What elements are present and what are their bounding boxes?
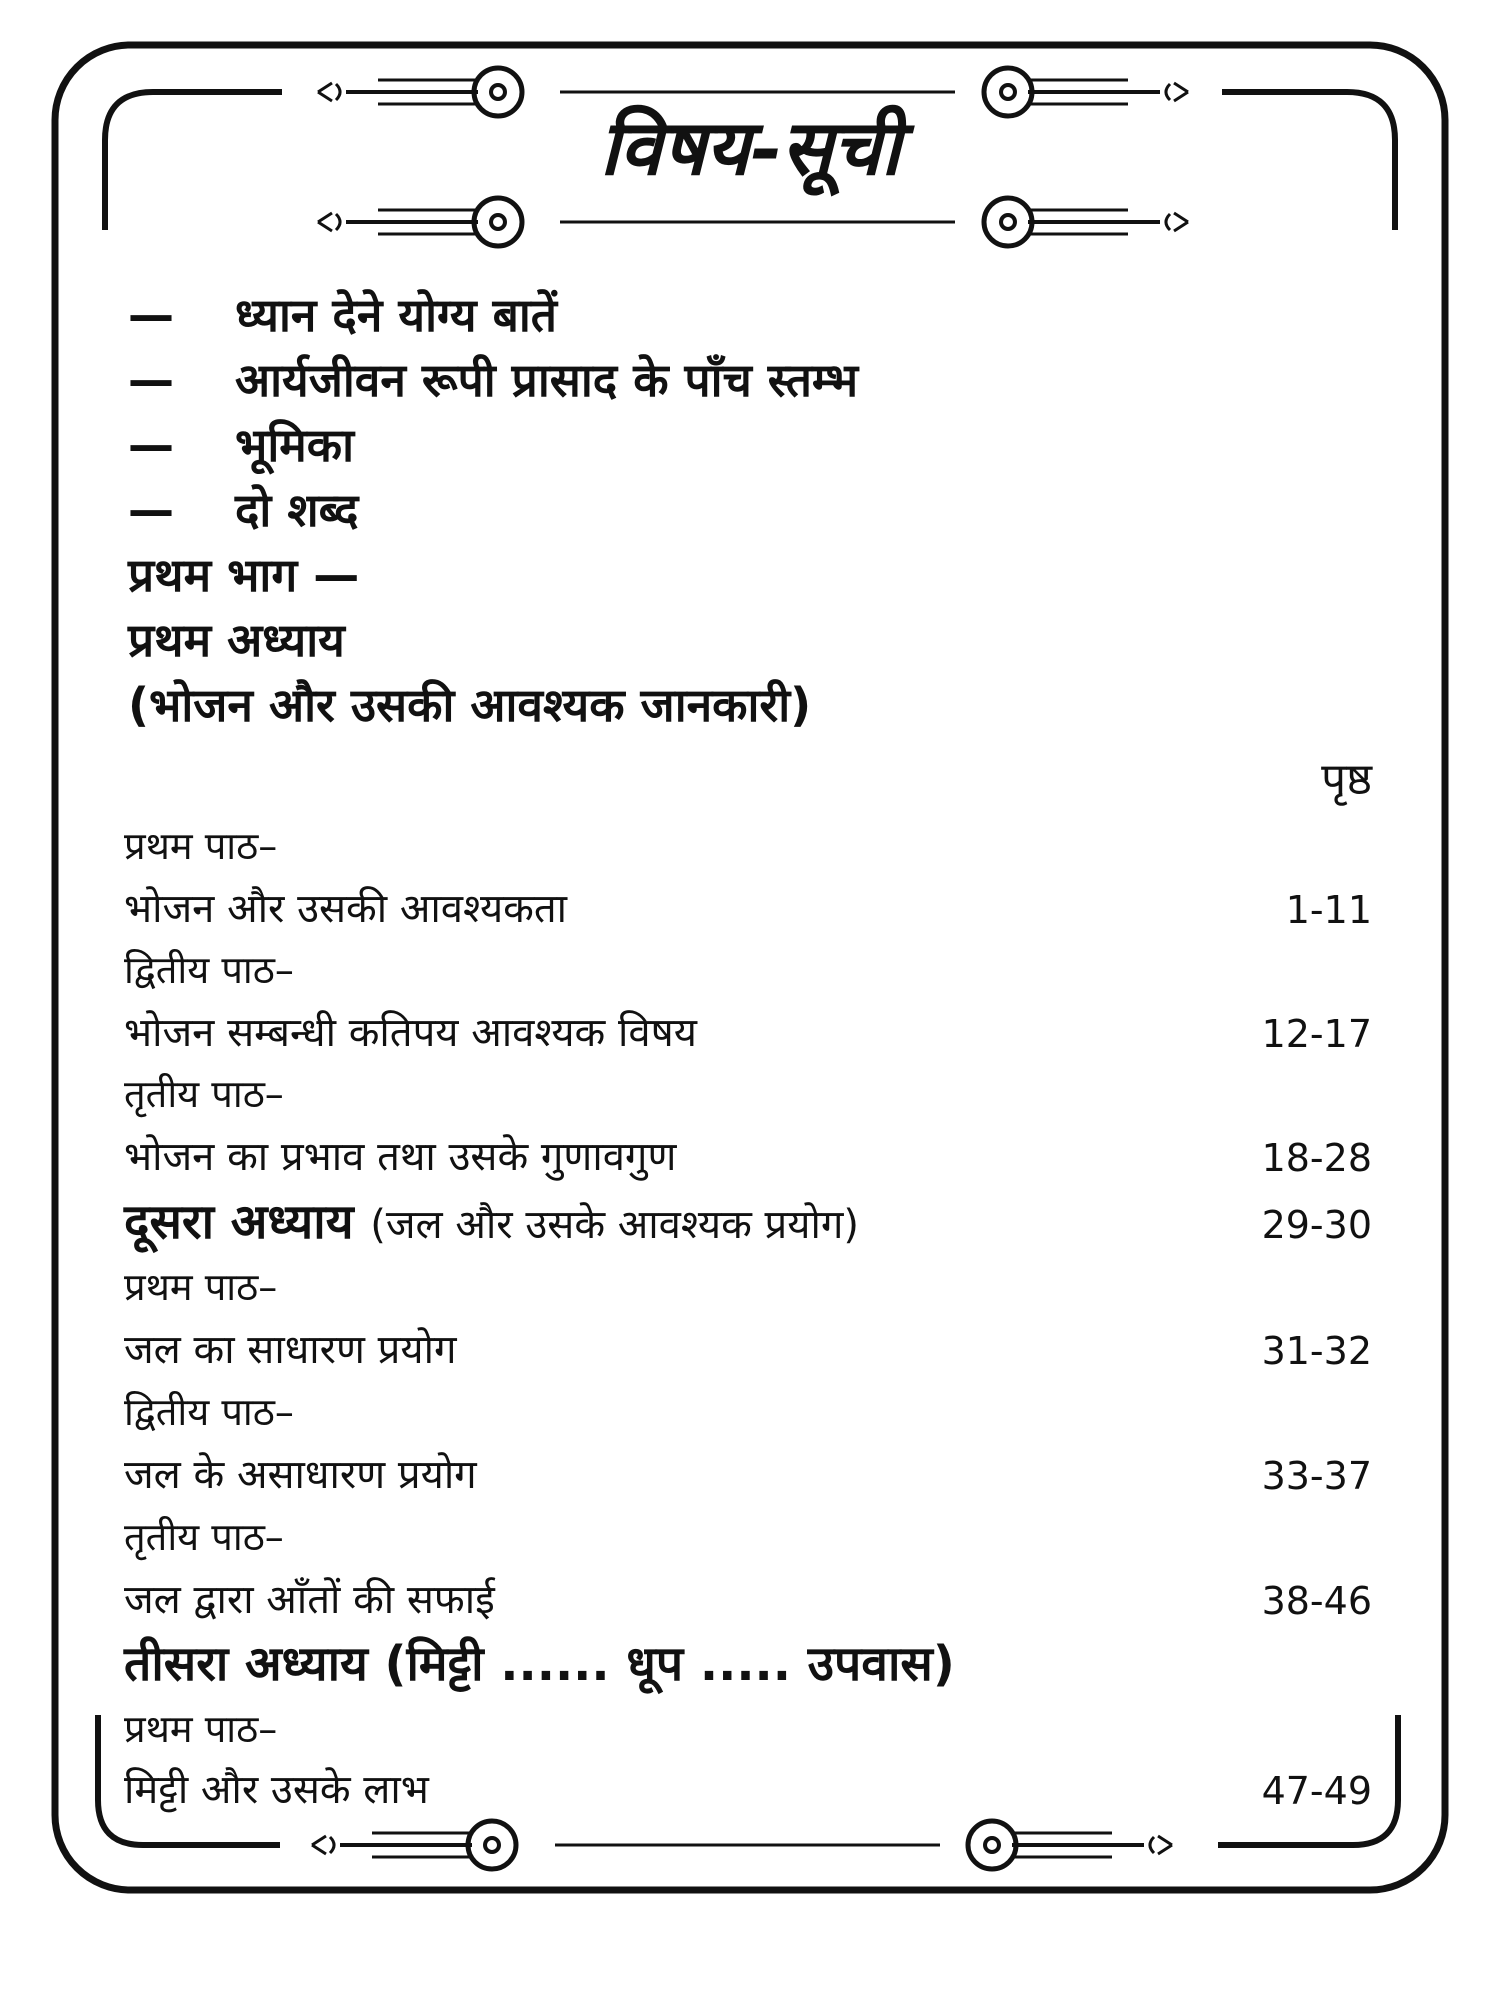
page-range: 12-17	[1261, 1012, 1372, 1056]
ornament-key-icon	[984, 198, 1188, 246]
lesson-label: प्रथम पाठ–	[124, 1707, 278, 1751]
chapter-heading	[124, 1194, 859, 1250]
lesson-title: भोजन का प्रभाव तथा उसके गुणावगुण	[124, 1134, 677, 1180]
ornament-key-icon	[968, 1821, 1172, 1869]
lesson-title: जल का साधारण प्रयोग	[124, 1327, 457, 1373]
lesson-label: प्रथम पाठ–	[124, 1265, 278, 1309]
ornament-key-icon	[312, 1821, 516, 1869]
intro-item: भूमिका	[235, 418, 355, 472]
page-range: 38-46	[1261, 1579, 1372, 1623]
page-range: 1-11	[1285, 888, 1372, 932]
lesson-title: जल द्वारा आँतों की सफाई	[124, 1577, 495, 1623]
lesson-label: तृतीय पाठ–	[124, 1515, 284, 1559]
lesson-title: मिट्टी और उसके लाभ	[124, 1767, 429, 1813]
ornament-key-icon	[318, 68, 522, 116]
page-range: 47-49	[1261, 1769, 1372, 1813]
lesson-title: भोजन और उसकी आवश्यकता	[124, 886, 568, 932]
lesson-label: द्वितीय पाठ–	[124, 1390, 294, 1434]
intro-dash: —	[128, 418, 174, 472]
intro-dash: —	[128, 288, 174, 342]
lesson-title: जल के असाधारण प्रयोग	[124, 1452, 477, 1498]
intro-item: ध्यान देने योग्य बातें	[235, 288, 558, 342]
ornament-key-icon	[984, 68, 1188, 116]
chapter-title: दूसरा अध्याय	[124, 1194, 354, 1250]
intro-item: दो शब्द	[235, 483, 359, 537]
lesson-label: तृतीय पाठ–	[124, 1072, 284, 1116]
chapter-subtitle: (जल और उसके आवश्यक प्रयोग)	[370, 1202, 859, 1248]
lesson-title: भोजन सम्बन्धी कतिपय आवश्यक विषय	[124, 1010, 697, 1056]
intro-dash: —	[128, 483, 174, 537]
page-range: 31-32	[1261, 1329, 1372, 1373]
part-heading: प्रथम भाग —	[128, 548, 360, 602]
page-column-header: पृष्ठ	[1321, 754, 1372, 805]
intro-item: आर्यजीवन रूपी प्रासाद के पाँच स्तम्भ	[235, 353, 859, 407]
page-range: 29-30	[1261, 1203, 1372, 1247]
page-range: 18-28	[1261, 1136, 1372, 1180]
chapter-subtitle: (भोजन और उसकी आवश्यक जानकारी)	[128, 678, 812, 732]
ornament-key-icon	[318, 198, 522, 246]
chapter-heading: तीसरा अध्याय (मिट्टी ...... धूप ..... उपवास)	[124, 1636, 955, 1692]
intro-dash: —	[128, 353, 174, 407]
chapter-heading: प्रथम अध्याय	[128, 613, 345, 667]
page-title: विषय-सूची	[599, 103, 901, 192]
page-range: 33-37	[1261, 1454, 1372, 1498]
lesson-label: द्वितीय पाठ–	[124, 948, 294, 992]
lesson-label: प्रथम पाठ–	[124, 824, 278, 868]
